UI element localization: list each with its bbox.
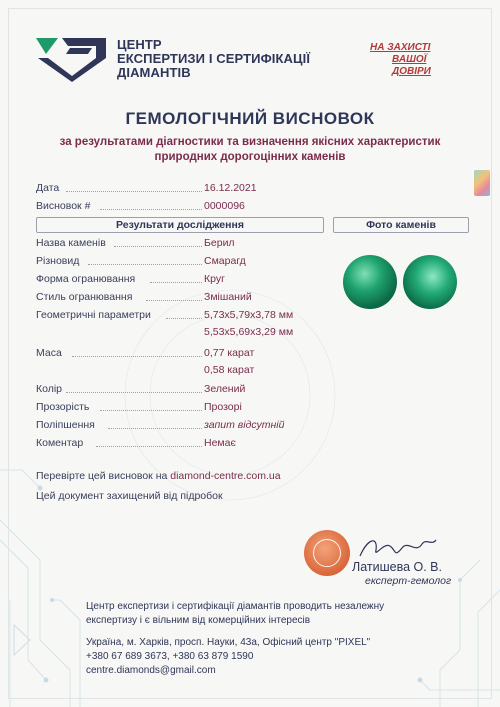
field-name: Назва каменів Берил <box>36 237 235 249</box>
photo-section-header: Фото каменів <box>333 217 469 233</box>
verify-link[interactable]: diamond-centre.com.ua <box>170 470 281 482</box>
field-mass: Маса 0,77 карат <box>36 347 255 359</box>
field-mass-second: 0,58 карат <box>204 364 255 376</box>
phones: +380 67 689 3673, +380 63 879 1590 <box>86 651 254 662</box>
address: Україна, м. Харків, просп. Науки, 43а, Офісний центр "PIXEL" <box>86 637 371 648</box>
field-geometry: Геометричні параметри 5,73x5,79x3,78 мм <box>36 309 294 321</box>
field-variety: Різновид Смарагд <box>36 255 246 267</box>
verify-line: Перевірте цей висновок на diamond-centre.com.ua <box>36 470 281 482</box>
field-clarity: Прозорість Прозорі <box>36 401 242 413</box>
field-comment: Коментар Немає <box>36 437 236 449</box>
signer-name: Латишева О. В. <box>352 560 442 574</box>
hologram-sticker <box>474 170 490 196</box>
trust-stamp: НА ЗАХИСТІ ВАШОЇ ДОВІРИ <box>370 42 431 77</box>
field-color: Колір Зелений <box>36 383 246 395</box>
field-cut-style: Стиль огранювання Змішаний <box>36 291 252 303</box>
field-shape: Форма огранювання Круг <box>36 273 225 285</box>
protected-line: Цей документ захищений від підробок <box>36 490 223 502</box>
certificate-number-row: Висновок # 0000096 <box>36 200 245 212</box>
document-title: ГЕМОЛОГІЧНИЙ ВИСНОВОК <box>125 109 375 128</box>
date-row: Дата 16.12.2021 <box>36 182 257 194</box>
emerald-photo-2 <box>403 255 457 309</box>
results-section-header: Результати дослідження <box>36 217 324 233</box>
signer-role: експерт-гемолог <box>365 575 452 587</box>
about-line-1: Центр експертизи і сертифікації діамантів проводить незалежну <box>86 601 385 612</box>
diamond-logo-icon <box>32 32 112 88</box>
field-treatment: Поліпшення запит відсутній <box>36 419 285 431</box>
company-seal <box>304 530 350 576</box>
emerald-photo-1 <box>343 255 397 309</box>
field-geometry-second: 5,53x5,69x3,29 мм <box>204 326 294 338</box>
organization-name: ЦЕНТР ЕКСПЕРТИЗИ І СЕРТИФІКАЦІЇ ДІАМАНТІВ <box>117 37 311 80</box>
document-subtitle: за результатами діагностики та визначення якісних характеристик природних дорогоцінних каменів <box>59 136 441 163</box>
email[interactable]: centre.diamonds@gmail.com <box>86 665 216 676</box>
about-line-2: експертизу і є вільним від комерційних інтересів <box>86 615 311 626</box>
